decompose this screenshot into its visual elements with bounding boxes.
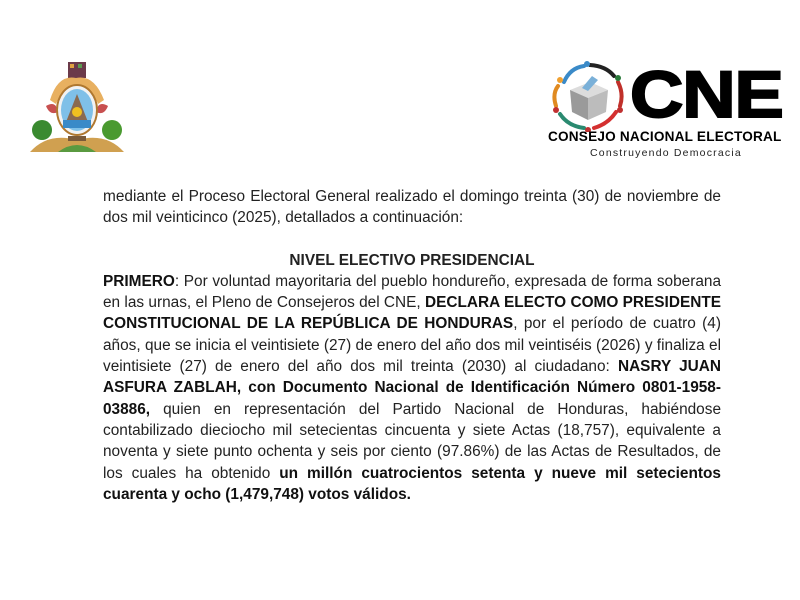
cne-full-name: CONSEJO NACIONAL ELECTORAL xyxy=(548,129,782,144)
intro-paragraph: mediante el Proceso Electoral General realizado el domingo treinta (30) de noviembre de dos mil veinticinco (2025), detallados a continuación: xyxy=(103,188,721,227)
vote-count: un millón cuatrocientos setenta y nueve mil setecientos cuarenta y ocho (1,479,748) votos válidos. xyxy=(103,464,721,503)
cne-logo xyxy=(546,58,796,162)
primero-text-1: : Por voluntad mayoritaria del pueblo hondureño, expresada de forma soberana en las urnas, el Pleno de Consejeros del CNE, xyxy=(103,272,721,312)
primero-text-3: quien en representación del Partido Nacional de Honduras, habiéndose contabilizado dieciocho mil setecientas cincuenta y siete Actas (18,757), equivalente a noventa y siete punto ochenta y seis por ciento (97.86%) de las Actas de Resultados, de los cuales ha obtenido xyxy=(103,400,721,482)
primero-label: PRIMERO xyxy=(103,272,175,290)
primero-paragraph xyxy=(103,271,721,505)
elected-person: NASRY JUAN ASFURA ZABLAH, con Documento Nacional de Identificación Número 0801-1958-03886, xyxy=(103,358,721,418)
ballot-box-icon xyxy=(550,60,626,132)
honduras-coat-of-arms-logo xyxy=(28,60,126,156)
section-title: NIVEL ELECTIVO PRESIDENCIAL xyxy=(289,251,535,269)
cne-letters: CNE xyxy=(630,57,783,131)
document-body xyxy=(103,186,721,505)
primero-text-2: , por el período de cuatro (4) años, que se inicia el veintisiete (27) de enero del año dos mil veintiséis (2026) y finaliza el veintisiete (27) de enero del año dos mil treinta (2030) al ciudadano: xyxy=(103,315,721,376)
cne-tagline: Construyendo Democracia xyxy=(590,147,742,159)
declaration-text: DECLARA ELECTO COMO PRESIDENTE CONSTITUCIONAL DE LA REPÚBLICA DE HONDURAS xyxy=(103,294,721,333)
